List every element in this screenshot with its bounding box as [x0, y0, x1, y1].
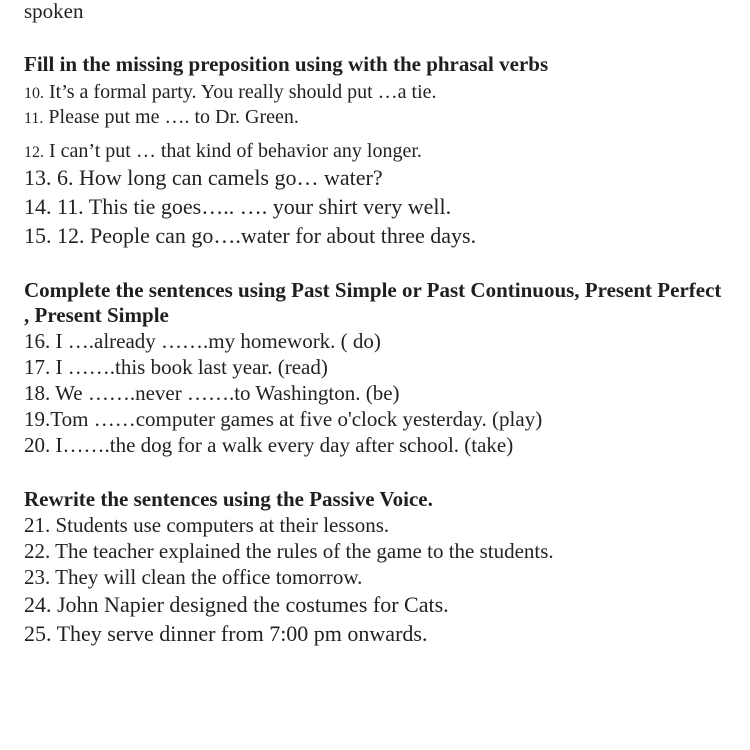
list-item [24, 137, 422, 166]
list-item: 17. I …….this book last year. (read) [24, 355, 328, 379]
list-item: 20. I…….the dog for a walk every day after school. (take) [24, 433, 514, 457]
top-fragment-text: spoken [24, 0, 84, 23]
section2-heading: Complete the sentences using Past Simple or Past Continuous, Present Perfect , Present Simple [24, 278, 722, 327]
list-item [24, 165, 383, 191]
list-item: 19.Tom ……computer games at five o'clock yesterday. (play) [24, 407, 543, 431]
item-text: Please put me …. to Dr. Green. [43, 106, 299, 128]
item-number: 14. [24, 194, 52, 219]
list-item [24, 223, 476, 249]
list-item: 25. They serve dinner from 7:00 pm onwards. [24, 621, 428, 646]
item-text: 11. This tie goes….. …. your shirt very well. [51, 194, 452, 219]
section3-heading: Rewrite the sentences using the Passive Voice. [24, 487, 433, 511]
item-number: 10. [24, 85, 44, 102]
list-item: 16. I ….already …….my homework. ( do) [24, 329, 381, 353]
section1-heading: Fill in the missing preposition using with the phrasal verbs [24, 52, 549, 76]
list-item: 18. We …….never …….to Washington. (be) [24, 381, 400, 405]
item-text: 6. How long can camels go… water? [51, 165, 383, 190]
item-number: 12. [24, 144, 44, 161]
list-item: 21. Students use computers at their lessons. [24, 513, 390, 537]
list-item [24, 103, 299, 132]
item-number: 11. [24, 110, 44, 127]
list-item: 23. They will clean the office tomorrow. [24, 565, 363, 589]
item-number: 15. [24, 223, 52, 248]
item-text: I can’t put … that kind of behavior any longer. [44, 140, 422, 162]
list-item: 24. John Napier designed the costumes for Cats. [24, 592, 449, 617]
item-number: 13. [24, 165, 52, 190]
item-text: 12. People can go….water for about three days. [51, 223, 477, 248]
list-item [24, 194, 451, 220]
list-item: 22. The teacher explained the rules of the game to the students. [24, 539, 554, 563]
item-text: It’s a formal party. You really should put …a tie. [44, 81, 437, 103]
